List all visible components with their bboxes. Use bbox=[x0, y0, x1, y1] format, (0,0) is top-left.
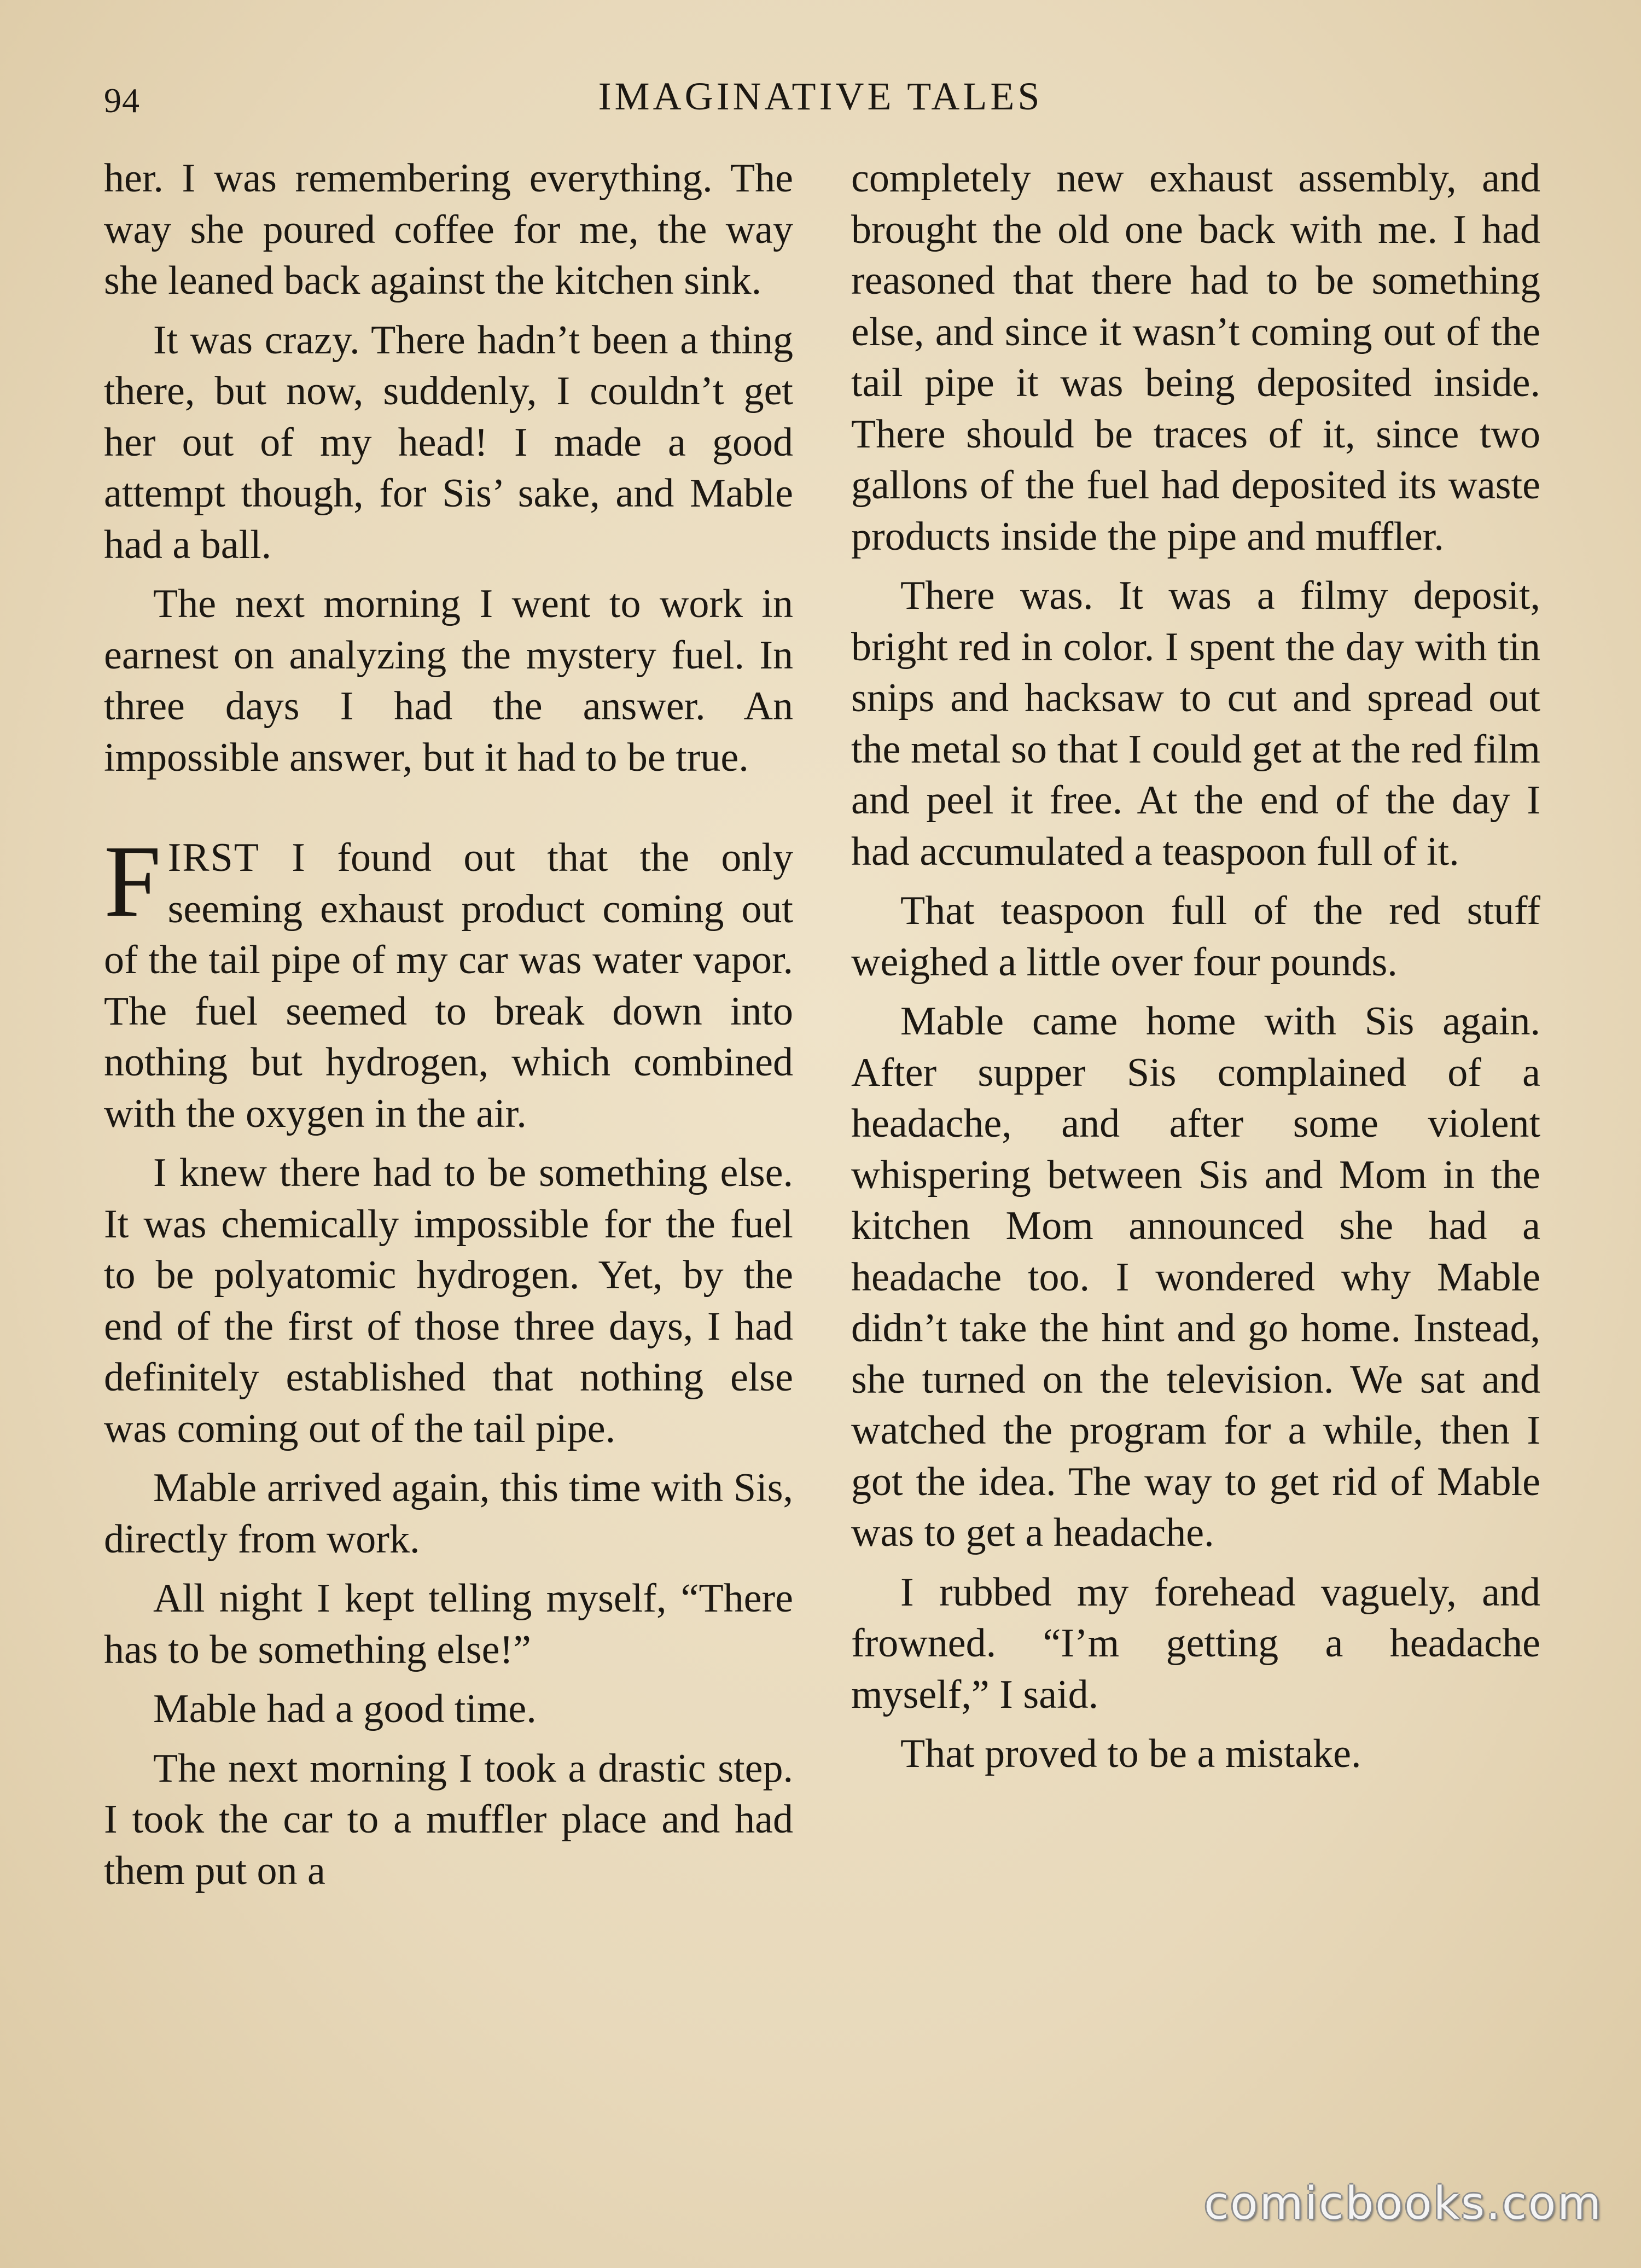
drop-cap: F bbox=[104, 824, 161, 938]
paragraph: I rubbed my forehead vaguely, and frowned. “I’m getting a headache myself,” I said. bbox=[851, 1569, 1540, 1717]
paragraph: her. I was remembering everything. The way she poured coffee for me, the way she leaned back against the kitchen sink. bbox=[104, 156, 793, 303]
paragraph: That teaspoon full of the red stuff weighed a little over four pounds. bbox=[851, 888, 1540, 985]
paragraph: The next morning I took a drastic step. I took the car to a muffler place and had them put on a bbox=[104, 1746, 793, 1893]
section-break bbox=[104, 792, 793, 833]
paragraph: Mable arrived again, this time with Sis, directly from work. bbox=[104, 1466, 793, 1562]
running-head bbox=[0, 74, 1641, 123]
paragraph-with-dropcap bbox=[104, 824, 793, 1139]
left-column bbox=[104, 153, 793, 1905]
paragraph-text: I found out that the only seeming exhaust product coming out of the tail pipe of my car was water vapor. The fuel seemed to break down into nothing but hydrogen, which combined with the oxygen in the air. bbox=[104, 835, 793, 1136]
paragraph: All night I kept telling myself, “There has to be something else!” bbox=[104, 1576, 793, 1672]
right-column bbox=[851, 153, 1540, 1788]
paragraph: completely new exhaust assembly, and brought the old one back with me. I had reasoned that there had to be something else, and since it wasn’t coming out of the tail pipe it was being deposited inside. There should be traces of it, since two gallons of the fuel had deposited its waste products inside the pipe and muffler. bbox=[851, 156, 1540, 559]
paragraph: Mable had a good time. bbox=[153, 1687, 537, 1731]
paragraph: It was crazy. There hadn’t been a thing there, but now, suddenly, I couldn’t get her out of my head! I made a good attempt though, for Sis’ sake, and Mable had a ball. bbox=[104, 317, 793, 567]
paragraph: Mable came home with Sis again. After supper Sis complained of a headache, and after some violent whispering between Sis and Mom in the kitchen Mom announced she had a headache too. I wondered why Mable didn’t take the hint and go home. Instead, she turned on the television. We sat and watched the program for a while, then I got the idea. The way to get rid of Mable was to get a headache. bbox=[851, 999, 1540, 1555]
magazine-title: IMAGINATIVE TALES bbox=[598, 74, 1043, 118]
paragraph: I knew there had to be something else. It was chemically impossible for the fuel to be polyatomic hydrogen. Yet, by the end of the first of those three days, I had definitely established that nothing else was coming out of the tail pipe. bbox=[104, 1150, 793, 1451]
lead-in-caps: IRST bbox=[167, 835, 260, 880]
paragraph: There was. It was a filmy deposit, bright red in color. I spent the day with tin snips and hacksaw to cut and spread out the metal so that I could get at the red film and peel it free. At the end of the day I had accumulated a teaspoon full of it. bbox=[851, 573, 1540, 874]
page-number: 94 bbox=[104, 81, 140, 120]
paragraph: That proved to be a mistake. bbox=[900, 1731, 1361, 1776]
paragraph: The next morning I went to work in earnest on analyzing the mystery fuel. In three days I had the answer. An impossible answer, but it had to be true. bbox=[104, 581, 793, 780]
site-watermark: comicbooks.com bbox=[1204, 2178, 1603, 2230]
